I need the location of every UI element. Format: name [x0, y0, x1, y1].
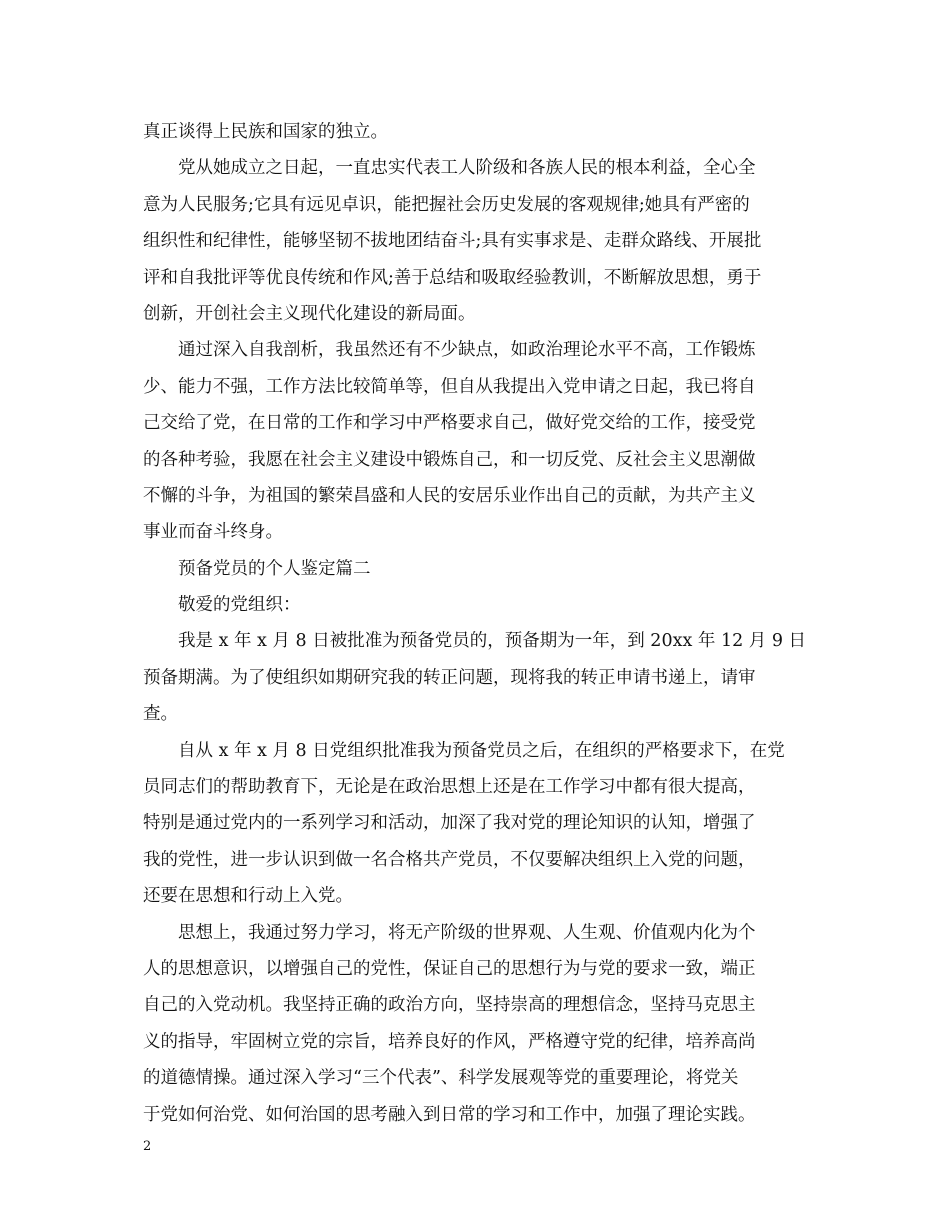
paragraph-start-line: 党从她成立之日起，一直忠实代表工人阶级和各族人民的根本利益，全心全 — [178, 158, 756, 179]
text-line: 组织性和纪律性，能够坚韧不拔地团结奋斗;具有实事求是、走群众路线、开展批 — [143, 231, 762, 252]
text-line: 员同志们的帮助教育下，无论是在政治思想上还是在工作学习中都有很大提高， — [143, 777, 756, 798]
text-line: 少、能力不强，工作方法比较简单等，但自从我提出入党申请之日起，我已将自 — [143, 376, 756, 397]
text-line: 义的指导，牢固树立党的宗旨，培养良好的作风，严格遵守党的纪律，培养高尚 — [143, 1031, 756, 1052]
text-line: 意为人民服务;它具有远见卓识，能把握社会历史发展的客观规律;她具有严密的 — [143, 194, 750, 215]
text-line: 查。 — [143, 704, 178, 725]
text-line: 事业而奋斗终身。 — [143, 522, 283, 543]
document-body — [143, 114, 811, 1133]
page-number: 2 — [143, 1139, 152, 1154]
paragraph-start-line: 我是 x 年 x 月 8 日被批准为预备党员的，预备期为一年，到 20xx 年 12 月 9 日 — [178, 631, 807, 652]
paragraph-start-line: 通过深入自我剖析，我虽然还有不少缺点，如政治理论水平不高，工作锻炼 — [178, 340, 756, 361]
text-line: 还要在思想和行动上入党。 — [143, 886, 353, 907]
paragraph-start-line: 思想上，我通过努力学习，将无产阶级的世界观、人生观、价值观内化为个 — [178, 922, 756, 943]
text-line: 人的思想意识，以增强自己的党性，保证自己的思想行为与党的要求一致，端正 — [143, 958, 756, 979]
text-line: 自己的入党动机。我坚持正确的政治方向，坚持崇高的理想信念，坚持马克思主 — [143, 995, 756, 1016]
text-line: 的各种考验，我愿在社会主义建设中锻炼自己，和一切反党、反社会主义思潮做 — [143, 449, 756, 470]
text-line: 己交给了党，在日常的工作和学习中严格要求自己，做好党交给的工作，接受党 — [143, 413, 756, 434]
text-line: 创新，开创社会主义现代化建设的新局面。 — [143, 303, 476, 324]
text-line: 特别是通过党内的一系列学习和活动，加深了我对党的理论知识的认知，增强了 — [143, 813, 756, 834]
text-line: 真正谈得上民族和国家的独立。 — [143, 122, 388, 142]
text-line: 预备期满。为了使组织如期研究我的转正问题，现将我的转正申请书递上，请审 — [143, 667, 756, 688]
section-heading: 预备党员的个人鉴定篇二 — [178, 558, 371, 579]
text-line: 不懈的斗争，为祖国的繁荣昌盛和人民的安居乐业作出自己的贡献，为共产主义 — [143, 485, 756, 506]
text-line: 评和自我批评等优良传统和作风;善于总结和吸取经验教训，不断解放思想，勇于 — [143, 267, 762, 288]
text-line: 于党如何治党、如何治国的思考融入到日常的学习和工作中，加强了理论实践。 — [143, 1104, 756, 1125]
text-line: 的道德情操。通过深入学习“三个代表”、科学发展观等党的重要理论，将党关 — [143, 1068, 739, 1089]
paragraph-start-line: 自从 x 年 x 月 8 日党组织批准我为预备党员之后，在组织的严格要求下，在党 — [178, 740, 785, 761]
salutation: 敬爱的党组织： — [178, 595, 301, 616]
text-line: 我的党性，进一步认识到做一名合格共产党员，不仅要解决组织上入党的问题， — [143, 849, 756, 870]
